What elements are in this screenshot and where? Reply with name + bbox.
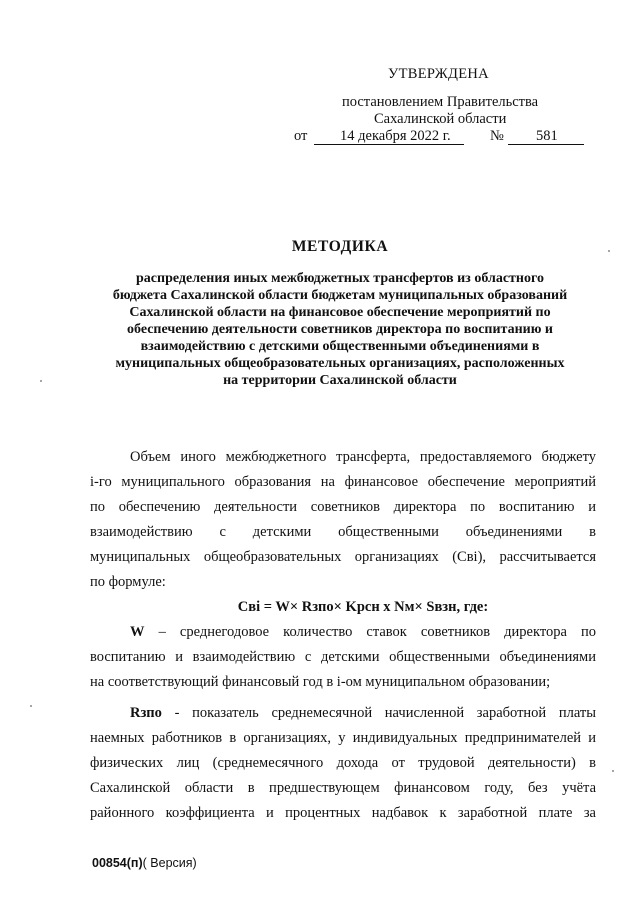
subtitle-line: распределения иных межбюджетных трансфертов из областного bbox=[136, 271, 544, 286]
scan-speck bbox=[608, 250, 610, 252]
number-label: № bbox=[490, 128, 504, 144]
paragraph-w-definition bbox=[90, 620, 596, 695]
document-version: ( Версия) bbox=[142, 856, 197, 870]
subtitle-line: муниципальных общеобразовательных организациях, расположенных bbox=[115, 356, 565, 371]
approval-title: УТВЕРЖДЕНА bbox=[388, 66, 489, 82]
r-def-text: - показатель среднемесячной начисленной заработной платы bbox=[161, 705, 596, 721]
subtitle-line: обеспечению деятельности советников директора по воспитанию и bbox=[127, 322, 553, 337]
subtitle-line: на территории Сахалинской области bbox=[223, 373, 457, 388]
document-code: 00854(п) bbox=[92, 856, 143, 870]
approval-date-row bbox=[294, 128, 598, 148]
text-line: наемных работников в организациях, у индивидуальных предпринимателей и bbox=[90, 730, 596, 746]
scan-speck bbox=[40, 380, 42, 382]
document-subtitle bbox=[70, 270, 610, 389]
formula: Свi = W× Rзпо× Kрсн х Nм× Sвзн, где: bbox=[237, 599, 489, 615]
date-prefix: от bbox=[294, 128, 308, 144]
document-heading bbox=[70, 238, 610, 389]
document-body bbox=[90, 445, 596, 826]
approval-issuer-line1: постановлением Правительства bbox=[342, 94, 539, 110]
document-title: МЕТОДИКА bbox=[291, 238, 389, 255]
subtitle-line: Сахалинской области на финансовое обеспечение мероприятий по bbox=[129, 305, 551, 320]
text-line: на соответствующий финансовый год в i-ом муниципальном образовании; bbox=[90, 674, 551, 690]
text-line: i-го муниципального образования на финансовое обеспечение мероприятий bbox=[90, 474, 596, 490]
term-r: Rзпо bbox=[130, 705, 162, 721]
approval-issuer-line2: Сахалинской области bbox=[374, 111, 507, 127]
text-line: по формуле: bbox=[90, 574, 166, 590]
document-footer bbox=[92, 856, 197, 870]
subtitle-line: бюджета Сахалинской области бюджетам муниципальных образований bbox=[112, 288, 568, 303]
approval-date: 14 декабря 2022 г. bbox=[340, 128, 451, 144]
text-line: по обеспечению деятельности советников директора по воспитанию и bbox=[90, 499, 596, 515]
text-line: взаимодействию с детскими общественными объединениями в bbox=[90, 524, 596, 540]
paragraph-r-definition bbox=[90, 701, 596, 826]
paragraph-intro bbox=[90, 445, 596, 595]
approval-number: 581 bbox=[536, 128, 558, 144]
text-line: районного коэффициента и процентных надбавок к заработной плате за bbox=[90, 805, 596, 821]
text-line bbox=[90, 620, 596, 645]
text-line bbox=[90, 701, 596, 726]
w-def-text: – среднегодовое количество ставок советников директора по bbox=[144, 624, 596, 640]
text-line: муниципальных общеобразовательных организациях (Свi), рассчитывается bbox=[90, 549, 596, 565]
term-w: W bbox=[130, 624, 145, 640]
text-line: Объем иного межбюджетного трансферта, предоставляемого бюджету bbox=[130, 449, 596, 465]
text-line: Сахалинской области в предшествующем финансовом году, без учёта bbox=[90, 780, 596, 796]
text-line: физических лиц (среднемесячного дохода от трудовой деятельности) в bbox=[90, 755, 596, 771]
scan-speck bbox=[30, 705, 32, 707]
scan-speck bbox=[612, 770, 614, 772]
text-line: воспитанию и взаимодействию с детскими общественными объединениями bbox=[90, 649, 596, 665]
subtitle-line: взаимодействию с детскими общественными объединениями в bbox=[140, 339, 540, 354]
